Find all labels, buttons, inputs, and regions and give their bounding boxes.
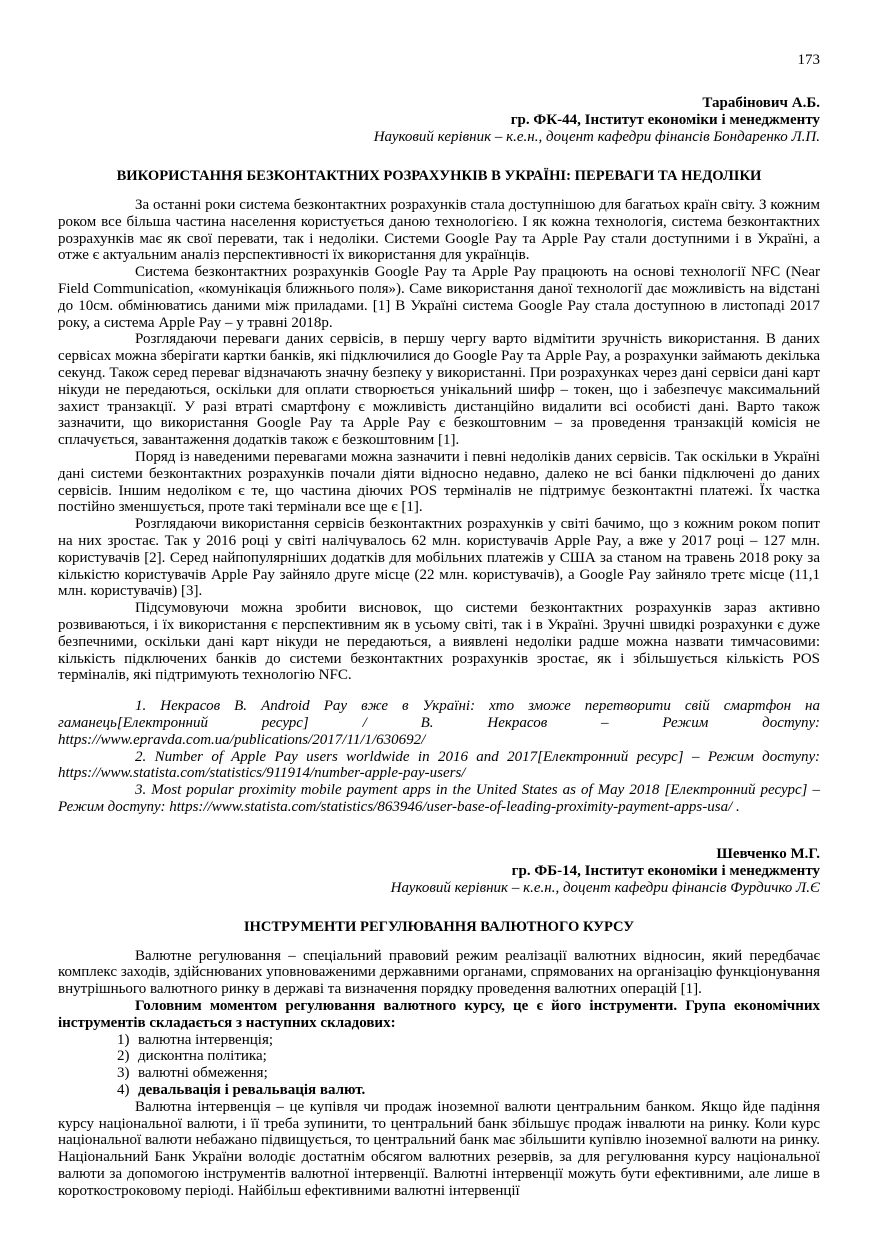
list-item-1-text: валютна інтервенція; xyxy=(138,1031,274,1048)
list-item-3-number: 3) xyxy=(117,1065,130,1082)
list-item-2 xyxy=(58,1048,820,1065)
list-item-3-text: валютні обмеження; xyxy=(138,1065,268,1082)
reference-item-3: 3. Most popular proximity mobile payment apps in the United States as of May 2018 [Електронний ресурс] – Режим доступу: https://www.statista.com/statistics/863946/user-base-of-leading-proximity-payment-apps-usa/ . xyxy=(58,782,820,815)
article-1-author-block xyxy=(58,95,820,146)
list-item-1 xyxy=(58,1032,820,1049)
article-1-paragraph-2: Система безконтактних розрахунків Google Pay та Apple Pay працюють на основі технології NFC (Near Field Communication, «комунікація ближнього поля»). Саме використання даної технології дає можливість на відстані до 10см. обмінюватись даними між приладами. [1] В Україні система Google Pay стала доступною в листопаді 2017 року, а система Apple Pay – у травні 2018р. xyxy=(58,264,820,331)
list-item-3 xyxy=(58,1065,820,1082)
article-2-final-paragraph: Валютна інтервенція – це купівля чи продаж іноземної валюти центральним банком. Якщо йде падіння курсу національної валюти, і її треба зупинити, то центральний банк збільшує продаж інвалюти на ринку. Коли курс національної валюти небажано підвищується, то центральний банк має збільшити купівлю іноземної валюти на ринку. Національний Банк України володіє достатнім обсягом валютних резервів, за для регулювання курсу національної валюти за допомогою інструментів валютної інтервенції. Валютні інтервенції можуть бути ефективними, але лише в короткостроковому періоді. Найбільш ефективними валютні інтервенції xyxy=(58,1098,820,1199)
article-1-references xyxy=(58,698,820,816)
article-2-author-affiliation: гр. ФБ-14, Інститут економіки і менеджменту xyxy=(511,862,820,879)
article-2 xyxy=(58,846,820,1200)
article-1 xyxy=(58,95,820,816)
article-1-paragraph-3: Розглядаючи переваги даних сервісів, в першу чергу варто відмітити зручність використання. В даних сервісах можна зберігати картки банків, які підключилися до Google Pay та Apple Pay, а розрахунки займають декілька секунд. Також серед переваг відзначають значну безпеку у використанні. При розрахунках через дані сервіси дані карт нікуди не передаються, оскільки для оплати створюється унікальний шифр – токен, що і забезпечує максимальний захист транзакції. У разі втраті смартфону є можливість дистанційно видалити всі особисті дані. Варто також зазначити, що використання Google Pay та Apple Pay є безкоштовним – за проведення транзакцій комісія не сплачується, завантаження додатків також є безкоштовним [1]. xyxy=(58,331,820,449)
article-1-paragraph-4: Поряд із наведеними перевагами можна зазначити і певні недоліків даних сервісів. Так оскільки в Україні дані системи безконтактних розрахунків почали діяти відносно недавно, далеко не всі банки підключені до даних сервісів. Іншим недоліком є те, що частина діючих POS терміналів не підтримує безконтактні платежі. Їх частка постійно зменшується, проте такі термінали все ще є [1]. xyxy=(58,448,820,516)
list-item-4-number: 4) xyxy=(117,1082,130,1099)
page-number: 173 xyxy=(797,52,820,68)
instruments-list xyxy=(58,1032,820,1099)
reference-item-2: 2. Number of Apple Pay users worldwide in 2016 and 2017[Електронний ресурс] – Режим доступу: https://www.statista.com/statistics/911914/number-apple-pay-users/ xyxy=(58,748,820,782)
article-1-supervisor-line: Науковий керівник – к.е.н., доцент кафедри фінансів Бондаренко Л.П. xyxy=(373,129,820,145)
reference-item-1: 1. Некрасов В. Android Pay вже в Україні: хто зможе перетворити свій смартфон на гаманець[Електронний ресурс] / В. Некрасов – Режим доступу: https://www.epravda.com.ua/publications/2017/11/1/630692/ xyxy=(58,698,820,748)
article-2-bold-paragraph: Головним моментом регулювання валютного курсу, це є його інструменти. Група економічних інструментів складається з наступних складових: xyxy=(58,998,820,1031)
article-2-title: ІНСТРУМЕНТИ РЕГУЛЮВАННЯ ВАЛЮТНОГО КУРСУ xyxy=(243,918,635,935)
list-item-2-text: дисконтна політика; xyxy=(138,1048,267,1065)
article-1-paragraph-1: За останні роки система безконтактних розрахунків стала доступнішою для багатьох країн світу. З кожним роком все більша частина населення користується даною технологією. І як кожна технологія, система безконтактних розрахунків має як свої перевати, так і недоліки. Системи Google Pay та Apple Pay стали доступними і в Україні, а отже є актуальним аналіз перспективності їх використання для українців. xyxy=(58,197,820,264)
article-2-intro-paragraph: Валютне регулювання – спеціальний правовий режим реалізації валютних відносин, який передбачає комплекс заходів, здійснюваних уповноваженими державними органами, спрямованих на організацію функціонування внутрішнього валютного ринку в державі та визначення порядку проведення валютних операцій [1]. xyxy=(58,947,820,998)
list-item-4-text: девальвація і ревальвація валют. xyxy=(138,1082,366,1099)
article-2-author-block xyxy=(58,846,820,897)
list-item-1-number: 1) xyxy=(117,1031,130,1048)
article-1-author-name: Тарабінович А.Б. xyxy=(702,95,820,111)
list-item-2-number: 2) xyxy=(117,1048,130,1065)
article-2-author-name: Шевченко М.Г. xyxy=(716,845,820,862)
article-2-supervisor-line: Науковий керівник – к.е.н., доцент кафедри фінансів Фурдичко Л.Є xyxy=(390,879,820,896)
article-1-author-affiliation: гр. ФК-44, Інститут економіки і менеджменту xyxy=(510,112,820,128)
article-1-paragraph-5: Розглядаючи використання сервісів безконтактних розрахунків у світі бачимо, що з кожним роком попит на них зростає. Так у 2016 році у світі налічувалось 62 млн. користувачів Apple Pay, а вже у 2017 році – 127 млн. користувачів [2]. Серед найпопулярніших додатків для мобільних платежів у США за станом на травень 2018 року за кількістю користувачів Apple Pay зайняло друге місце (22 млн. користувачів), а Google Pay зайняло третє місце (11,1 млн. користувачів) [3]. xyxy=(58,516,820,600)
article-1-title: ВИКОРИСТАННЯ БЕЗКОНТАКТНИХ РОЗРАХУНКІВ В УКРАЇНІ: ПЕРЕВАГИ ТА НЕДОЛІКИ xyxy=(116,168,762,184)
list-item-4 xyxy=(58,1082,820,1099)
article-1-paragraph-6: Підсумовуючи можна зробити висновок, що системи безконтактних розрахунків зараз активно розвиваються, і їх використання є перспективним як в усьому світі, так і в Україні. Зручні швидкі розрахунки є дуже безпечними, оскільки дані карт нікуди не передаються, а виявлені недоліки радше можна назвати тимчасовими: кількість підключених банків до системи безконтактних розрахунків зростає, як і збільшується кількість POS терміналів, які підтримують технологію NFC. xyxy=(58,600,820,684)
